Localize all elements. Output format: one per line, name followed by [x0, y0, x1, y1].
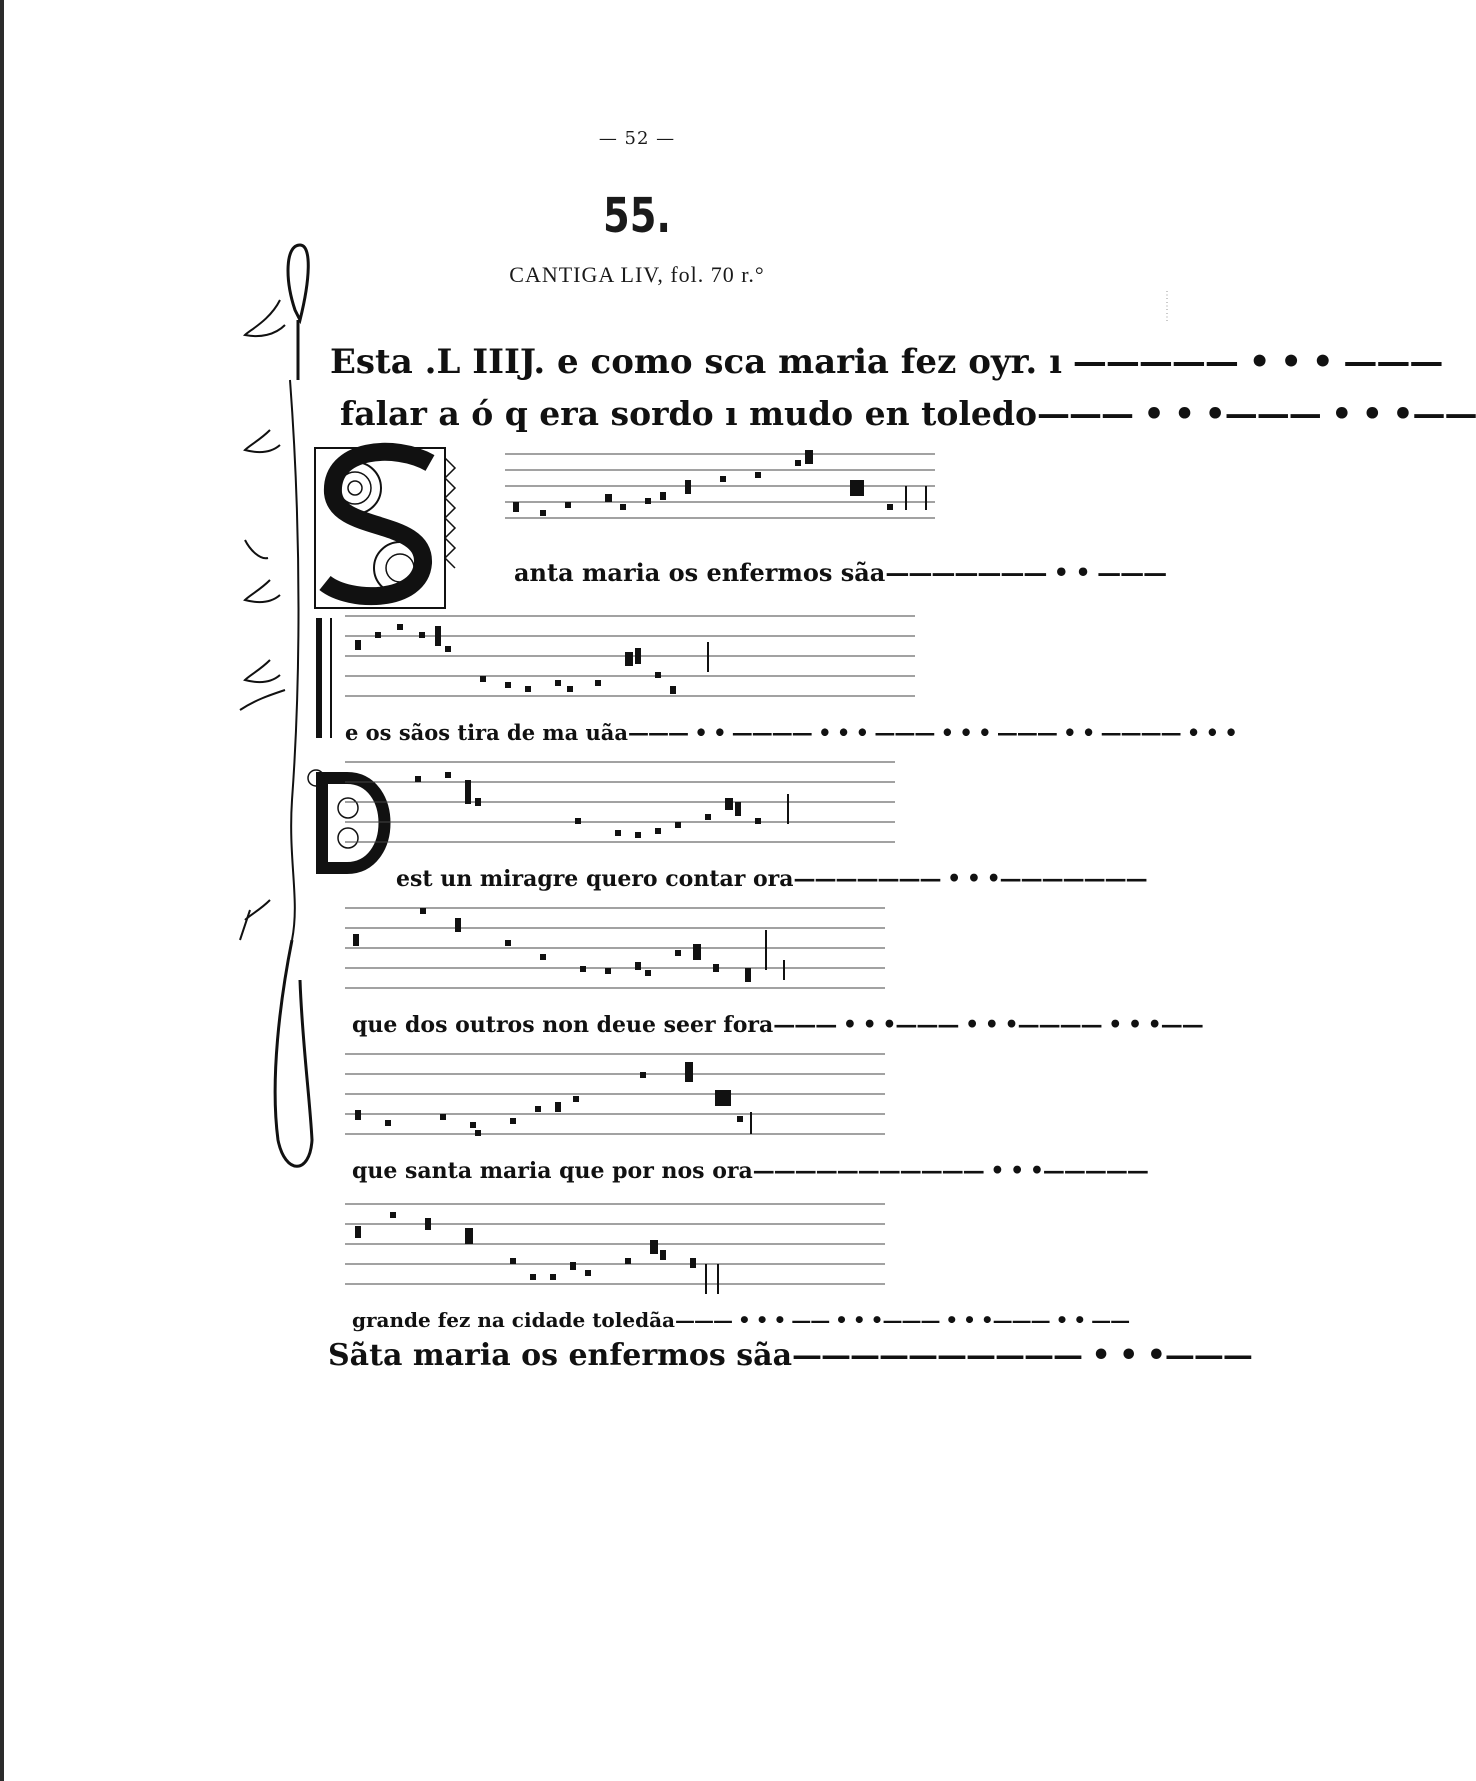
music-staff-1: [505, 450, 945, 530]
music-staff-5: [345, 1050, 905, 1150]
refrain-line: Sãta maria os enfermos sãa—————————— • • •———: [328, 1338, 1252, 1373]
rubric-line-2: falar a ó q era sordo ı mudo en toledo——— • • •——— • • •——: [340, 394, 1476, 433]
page-number: — 52 —: [598, 128, 676, 149]
lyric-line-2: e os sãos tira de ma uãa——— • • ———— • • • ——— • • • ——— • • ———— • • •: [345, 720, 1237, 745]
stray-marks: ⋮ ⋮ ⋮: [1162, 290, 1172, 323]
cantiga-reference: CANTIGA LIV, fol. 70 r.°: [509, 262, 765, 287]
music-staff-4: [345, 904, 905, 1004]
lyric-line-6-text: grande fez na cidade toledãa: [352, 1308, 675, 1332]
lyric-line-2-text: e os sãos tira de ma uãa: [345, 720, 629, 745]
rubric-line-1-text: Esta .L IIIJ. e como sca maria fez oyr. ı: [330, 342, 1063, 382]
song-number: 55.: [602, 188, 672, 244]
music-staff-2: [345, 612, 925, 712]
music-staff-6: [345, 1200, 905, 1300]
refrain-line-text: Sãta maria os enfermos sãa: [328, 1338, 793, 1373]
rubric-line-2-text: falar a ó q era sordo ı mudo en toledo: [340, 394, 1037, 433]
lyric-line-5-text: que santa maria que por nos ora: [352, 1158, 753, 1184]
lyric-line-1-text: anta maria os enfermos sãa: [514, 558, 886, 587]
lyric-line-5: que santa maria que por nos ora——————————— • • •—————: [352, 1158, 1148, 1184]
lyric-line-1: anta maria os enfermos sãa——————— • • ———: [514, 558, 1167, 587]
lyric-line-4-text: que dos outros non deue seer fora: [352, 1012, 774, 1038]
lyric-line-4: que dos outros non deue seer fora——— • • •——— • • •———— • • •——: [352, 1012, 1203, 1038]
rubric-line-1: Esta .L IIIJ. e como sca maria fez oyr. ı ————— • • • ———: [330, 342, 1443, 382]
music-staff-3: [345, 758, 905, 858]
lyric-line-3: est un miragre quero contar ora——————— • • •———————: [396, 866, 1147, 892]
lyric-line-6: grande fez na cidade toledãa——— • • • —— • • •——— • • •——— • • ——: [352, 1308, 1130, 1332]
lyric-line-3-text: est un miragre quero contar ora: [396, 866, 794, 892]
